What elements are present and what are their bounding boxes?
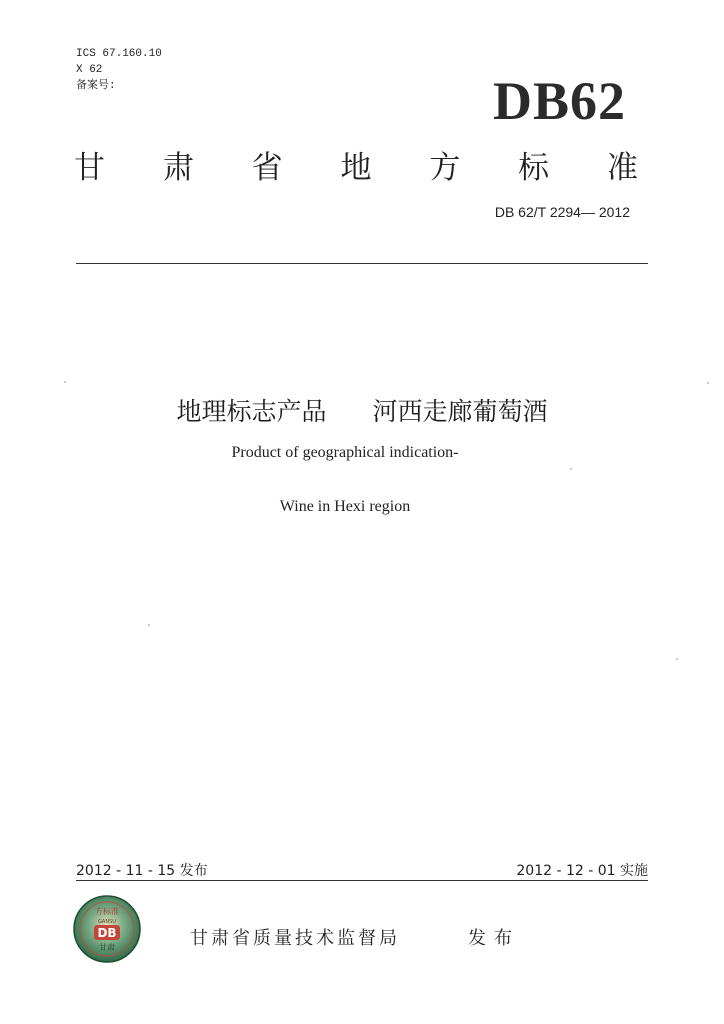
document-title-en-line2: Wine in Hexi region — [279, 498, 411, 515]
standard-type-heading — [74, 148, 638, 188]
publish-label: 发布 — [468, 928, 520, 949]
document-title-cn — [0, 395, 724, 429]
standard-type-char: 方 — [429, 150, 461, 186]
document-title-en-line1: Product of geographical indication- — [231, 444, 459, 461]
standard-type-char: 甘 — [74, 150, 105, 186]
seal-text-top: 方标准 — [95, 907, 119, 916]
footer-divider — [76, 880, 648, 881]
scan-speck — [148, 624, 150, 626]
header-divider — [76, 263, 648, 264]
record-number-label: 备案号: — [76, 80, 116, 92]
scan-speck — [570, 468, 572, 470]
standard-type-char: 地 — [340, 150, 372, 186]
classification-code: X 62 — [76, 64, 103, 76]
scan-speck — [64, 381, 66, 383]
title-cn-part2: 河西走廊葡萄酒 — [372, 397, 548, 426]
publisher-name: 甘肃省质量技术监督局 — [190, 928, 400, 949]
standard-type-char: 准 — [606, 150, 638, 186]
title-cn-part1: 地理标志产品 — [176, 397, 327, 426]
standard-type-char: 肃 — [162, 150, 194, 186]
scan-speck — [707, 382, 709, 384]
seal-text-db: DB — [97, 926, 117, 940]
seal-icon — [72, 894, 142, 964]
issue-date: 2012 - 11 - 15 发布 — [76, 863, 208, 879]
ics-code: ICS 67.160.10 — [76, 48, 162, 60]
standard-type-char: 标 — [518, 150, 550, 186]
seal-text-bottom: 甘肃 — [99, 943, 115, 952]
standard-code-logo: DB62 — [492, 71, 626, 131]
standard-number: DB 62/T 2294— 2012 — [494, 204, 630, 220]
implementation-date: 2012 - 12 - 01 实施 — [516, 863, 648, 879]
scan-speck — [676, 658, 678, 660]
standard-type-char: 省 — [251, 150, 283, 186]
seal-text-latin: GANSU — [98, 919, 116, 925]
